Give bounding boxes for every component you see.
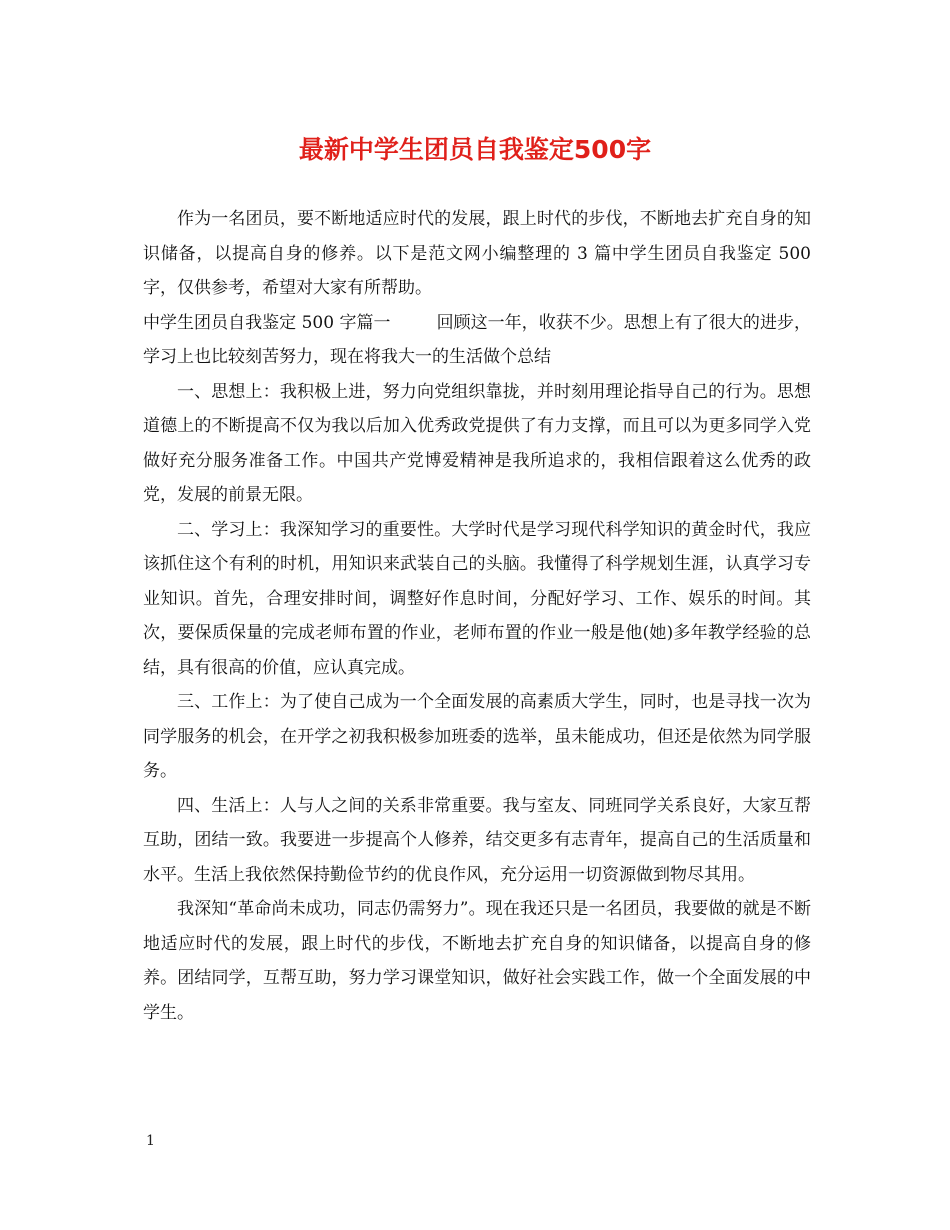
paragraph-conclusion: 我深知“革命尚未成功，同志仍需努力”。现在我还只是一名团员，我要做的就是不断地适应时代的发展，跟上时代的步伐，不断地去扩充自身的知识储备，以提高自身的修养。团结同学，互帮互助，努力学习课堂知识，做好社会实践工作，做一个全面发展的中学生。 xyxy=(143,899,811,1023)
section-paragraph xyxy=(143,306,811,375)
page-number: 1 xyxy=(146,1133,155,1149)
paragraph-work: 三、工作上：为了使自己成为一个全面发展的高素质大学生，同时，也是寻找一次为同学服务的机会，在开学之初我积极参加班委的选举，虽未能成功，但还是依然为同学服务。 xyxy=(143,692,811,781)
paragraph-life: 四、生活上：人与人之间的关系非常重要。我与室友、同班同学关系良好，大家互帮互助，团结一致。我要进一步提高个人修养，结交更多有志青年，提高自己的生活质量和水平。生活上我依然保持勤俭节约的优良作风，充分运用一切资源做到物尽其用。 xyxy=(143,795,811,885)
document-body xyxy=(143,202,811,1030)
paragraph-study: 二、学习上：我深知学习的重要性。大学时代是学习现代科学知识的黄金时代，我应该抓住这个有利的时机，用知识来武装自己的头脑。我懂得了科学规划生涯，认真学习专业知识。首先，合理安排时间，调整好作息时间，分配好学习、工作、娱乐的时间。其次，要保质保量的完成老师布置的作业，老师布置的作业一般是他(她)多年教学经验的总结，具有很高的价值，应认真完成。 xyxy=(143,519,811,678)
document-title: 最新中学生团员自我鉴定500字 xyxy=(298,135,652,164)
section-intro: 回顾这一年，收获不少。思想上有了很大的进步，学习上也比较刻苦努力，现在将我大一的生活做个总结 xyxy=(143,312,811,367)
intro-paragraph: 作为一名团员，要不断地适应时代的发展，跟上时代的步伐，不断地去扩充自身的知识储备，以提高自身的修养。以下是范文网小编整理的 3 篇中学生团员自我鉴定 500 字，仅供参考，希望对大家有所帮助。 xyxy=(143,209,811,298)
paragraph-ideology: 一、思想上：我积极上进，努力向党组织靠拢，并时刻用理论指导自己的行为。思想道德上的不断提高不仅为我以后加入优秀政党提供了有力支撑，而且可以为更多同学入党做好充分服务准备工作。中国共产党博爱精神是我所追求的，我相信跟着这么优秀的政党，发展的前景无限。 xyxy=(143,381,811,505)
section-heading: 中学生团员自我鉴定 500 字篇一 xyxy=(143,312,391,333)
